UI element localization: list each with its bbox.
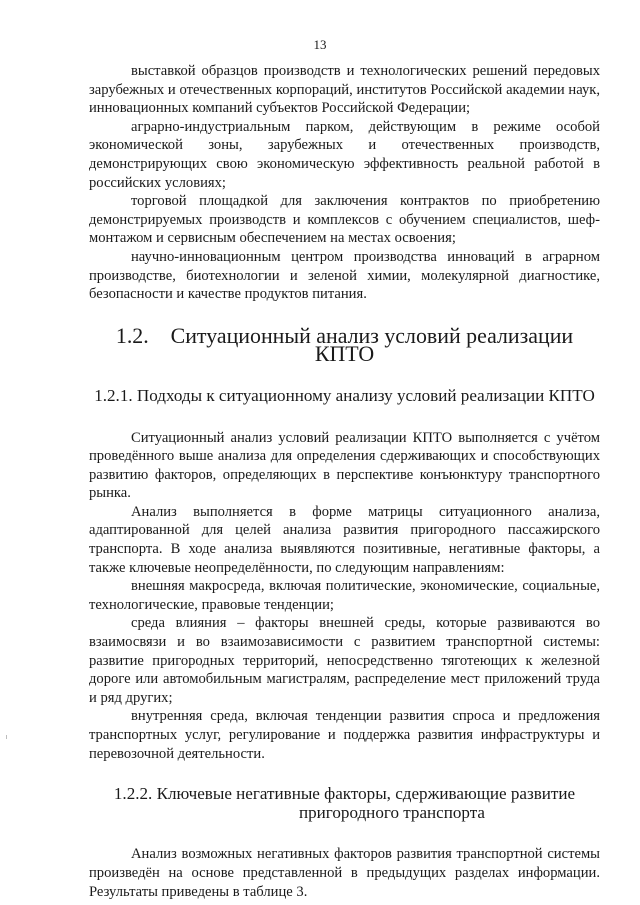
subsection-heading-2-line2: пригородного транспорта [298, 802, 486, 822]
paragraph-influence-environment: среда влияния – факторы внешней среды, которые развиваются во взаимосвязи и во взаимозависимости с развитием транспортной системы: развитие пригородных территорий, непосредственно тяготеющих к железной дороге или автомобильным магистралям, распределение мест приложений труда и ряд других; [89, 615, 600, 706]
section-heading: 1.2. Ситуационный анализ условий реализации КПТО [115, 322, 574, 367]
paragraph-analysis-matrix: Анализ выполняется в форме матрицы ситуационного анализа, адаптированной для целей анализа развития пригородного пассажирского транспорта. В ходе анализа выявляются позитивные, негативные факторы, а также ключевые неопределённости, по следующим направлениям: [89, 503, 600, 576]
paragraph-trade-platform: торговой площадкой для заключения контрактов по приобретению демонстрируемых производств и комплексов с обучением специалистов, шеф-монтажом и сервисным обеспечением на местах освоения; [89, 193, 600, 247]
paragraph-situational-analysis: Ситуационный анализ условий реализации КПТО выполняется с учётом проведённого выше анализа для определения сдерживающих и способствующих развитию факторов, определяющих в перспективе конъюнктуру транспортного рынка. [89, 429, 600, 502]
margin-mark [6, 735, 7, 739]
paragraph-macro-environment: внешняя макросреда, включая политические, экономические, социальные, технологические, правовые тенденции; [89, 578, 600, 613]
document-body [89, 62, 600, 901]
paragraph-internal-environment: внутренняя среда, включая тенденции развития спроса и предложения транспортных услуг, регулирование и поддержка развития инфраструктуры и перевозочной деятельности. [89, 708, 600, 762]
paragraph-negative-factors: Анализ возможных негативных факторов развития транспортной системы произведён на основе представленной в предыдущих разделах информации. Результаты приведены в таблице 3. [89, 846, 600, 900]
page-number: 13 [313, 37, 327, 52]
subsection-heading-2-line1: 1.2.2. Ключевые негативные факторы, сдерживающие развитие [113, 784, 576, 804]
paragraph-exhibition: выставкой образцов производств и технологических решений передовых зарубежных и отечественных корпораций, институтов Российской академии наук, инновационных компаний субъектов Российской Федерации; [89, 63, 600, 117]
subsection-heading-2 [89, 785, 600, 822]
paragraph-innovation-center: научно-инновационным центром производства инноваций в аграрном производстве, биотехнологии и зеленой химии, молекулярной диагностике, безопасности и качестве продуктов питания. [89, 248, 600, 303]
subsection-heading-1: 1.2.1. Подходы к ситуационному анализу условий реализации КПТО [94, 385, 595, 405]
paragraph-agro-park: аграрно-индустриальным парком, действующим в режиме особой экономической зоны, зарубежных и отечественных производств, демонстрирующих свою экономическую эффективность реальной работой в российских условиях; [89, 118, 600, 191]
